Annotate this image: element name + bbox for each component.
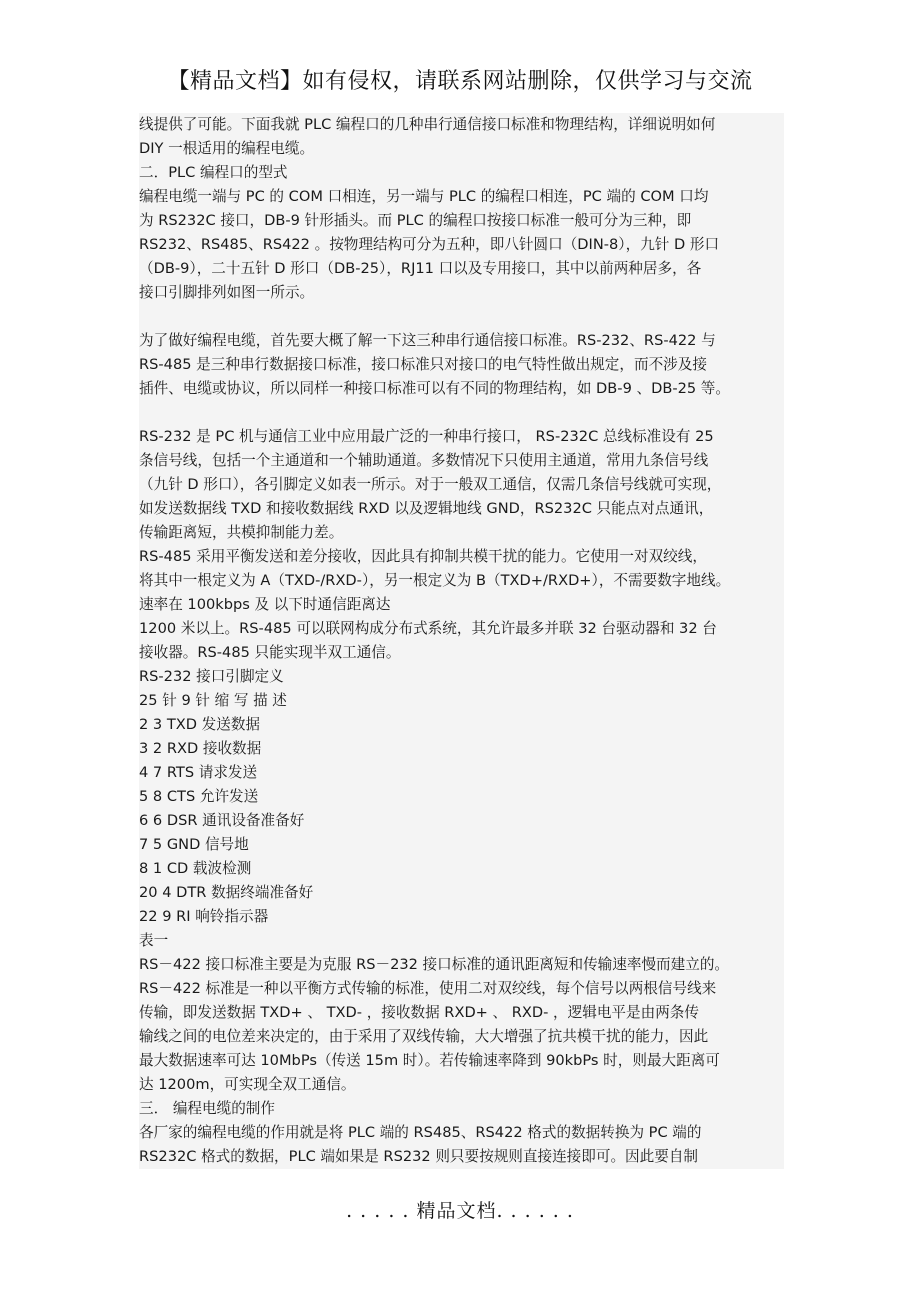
text-line: 插件、电缆或协议，所以同样一种接口标准可以有不同的物理结构，如 DB-9 、DB-25 等。	[139, 380, 730, 397]
document-body	[139, 113, 784, 1169]
text-line: 达 1200m，可实现全双工通信。	[139, 1076, 356, 1093]
table-title: RS-232 接口引脚定义	[139, 668, 284, 685]
table-row: 4 7 RTS 请求发送	[139, 764, 258, 781]
text-line: （DB-9），二十五针 D 形口（DB-25），RJ11 口以及专用接口，其中以前两种居多，各	[139, 260, 702, 277]
text-line: 接口引脚排列如图一所示。	[139, 284, 315, 301]
text-line: RS232C 格式的数据，PLC 端如果是 RS232 则只要按规则直接连接即可。因此要自制	[139, 1148, 699, 1165]
section-heading: 二．PLC 编程口的型式	[139, 164, 288, 181]
text-line: 编程电缆一端与 PC 的 COM 口相连，另一端与 PLC 的编程口相连，PC 端的 COM 口均	[139, 188, 709, 205]
table-row: 3 2 RXD 接收数据	[139, 740, 262, 757]
text-line: 传输距离短，共模抑制能力差。	[139, 524, 344, 541]
table-row: 5 8 CTS 允许发送	[139, 788, 259, 805]
text-line: 速率在 100kbps 及 以下时通信距离达	[139, 596, 391, 613]
table-row: 7 5 GND 信号地	[139, 836, 249, 853]
text-line: 将其中一根定义为 A（TXD-/RXD-），另一根定义为 B（TXD+/RXD+），不需要数字地线。	[139, 572, 731, 589]
text-line: 为 RS232C 接口，DB-9 针形插头。而 PLC 的编程口按接口标准一般可分为三种，即	[139, 212, 692, 229]
text-line: 1200 米以上。RS-485 可以联网构成分布式系统，其允许最多并联 32 台驱动器和 32 台	[139, 620, 717, 637]
text-line: RS-485 采用平衡发送和差分接收，因此具有抑制共模干扰的能力。它使用一对双绞线，	[139, 548, 707, 565]
text-line: 线提供了可能。下面我就 PLC 编程口的几种串行通信接口标准和物理结构，详细说明如何	[139, 116, 716, 133]
section-heading: 三． 编程电缆的制作	[139, 1100, 275, 1117]
text-line: RS-232 是 PC 机与通信工业中应用最广泛的一种串行接口， RS-232C 总线标准设有 25	[139, 428, 714, 445]
text-line: RS－422 接口标准主要是为克服 RS－232 接口标准的通讯距离短和传输速率慢而建立的。	[139, 956, 730, 973]
text-line: 接收器。RS-485 只能实现半双工通信。	[139, 644, 401, 661]
text-line: RS232、RS485、RS422 。按物理结构可分为五种，即八针圆口（DIN-8），九针 D 形口	[139, 236, 720, 253]
table-header-row: 25 针 9 针 缩 写 描 述	[139, 692, 287, 709]
table-row: 2 3 TXD 发送数据	[139, 716, 261, 733]
text-line: 条信号线，包括一个主通道和一个辅助通道。多数情况下只使用主通道，常用九条信号线	[139, 452, 709, 469]
text-line: RS－422 标准是一种以平衡方式传输的标准，使用二对双绞线，每个信号以两根信号线来	[139, 980, 717, 997]
table-row: 6 6 DSR 通讯设备准备好	[139, 812, 305, 829]
table-row: 22 9 RI 响铃指示器	[139, 908, 269, 925]
text-line: 最大数据速率可达 10MbPs（传送 15m 时）。若传输速率降到 90kbPs 时，则最大距离可	[139, 1052, 720, 1069]
page-header: 【精品文档】如有侵权，请联系网站删除，仅供学习与交流	[167, 69, 753, 94]
text-line: 为了做好编程电缆，首先要大概了解一下这三种串行通信接口标准。RS-232、RS-422 与	[139, 332, 716, 349]
text-line: （九针 D 形口），各引脚定义如表一所示。对于一般双工通信，仅需几条信号线就可实现，	[139, 476, 722, 493]
text-line: 如发送数据线 TXD 和接收数据线 RXD 以及逻辑地线 GND，RS232C 只能点对点通讯，	[139, 500, 714, 517]
text-line: RS-485 是三种串行数据接口标准，接口标准只对接口的电气特性做出规定，而不涉及接	[139, 356, 707, 373]
page-footer: . . . . . 精品文档. . . . . .	[346, 1200, 574, 1222]
table-caption: 表一	[139, 932, 169, 949]
text-line: 传输，即发送数据 TXD+ 、 TXD- ，接收数据 RXD+ 、 RXD- ，逻辑电平是由两条传	[139, 1004, 699, 1021]
text-line: DIY 一根适用的编程电缆。	[139, 140, 315, 157]
text-line: 输线之间的电位差来决定的，由于采用了双线传输，大大增强了抗共模干扰的能力，因此	[139, 1028, 709, 1045]
table-row: 20 4 DTR 数据终端准备好	[139, 884, 314, 901]
table-row: 8 1 CD 载波检测	[139, 860, 252, 877]
text-line: 各厂家的编程电缆的作用就是将 PLC 端的 RS485、RS422 格式的数据转换为 PC 端的	[139, 1124, 702, 1141]
